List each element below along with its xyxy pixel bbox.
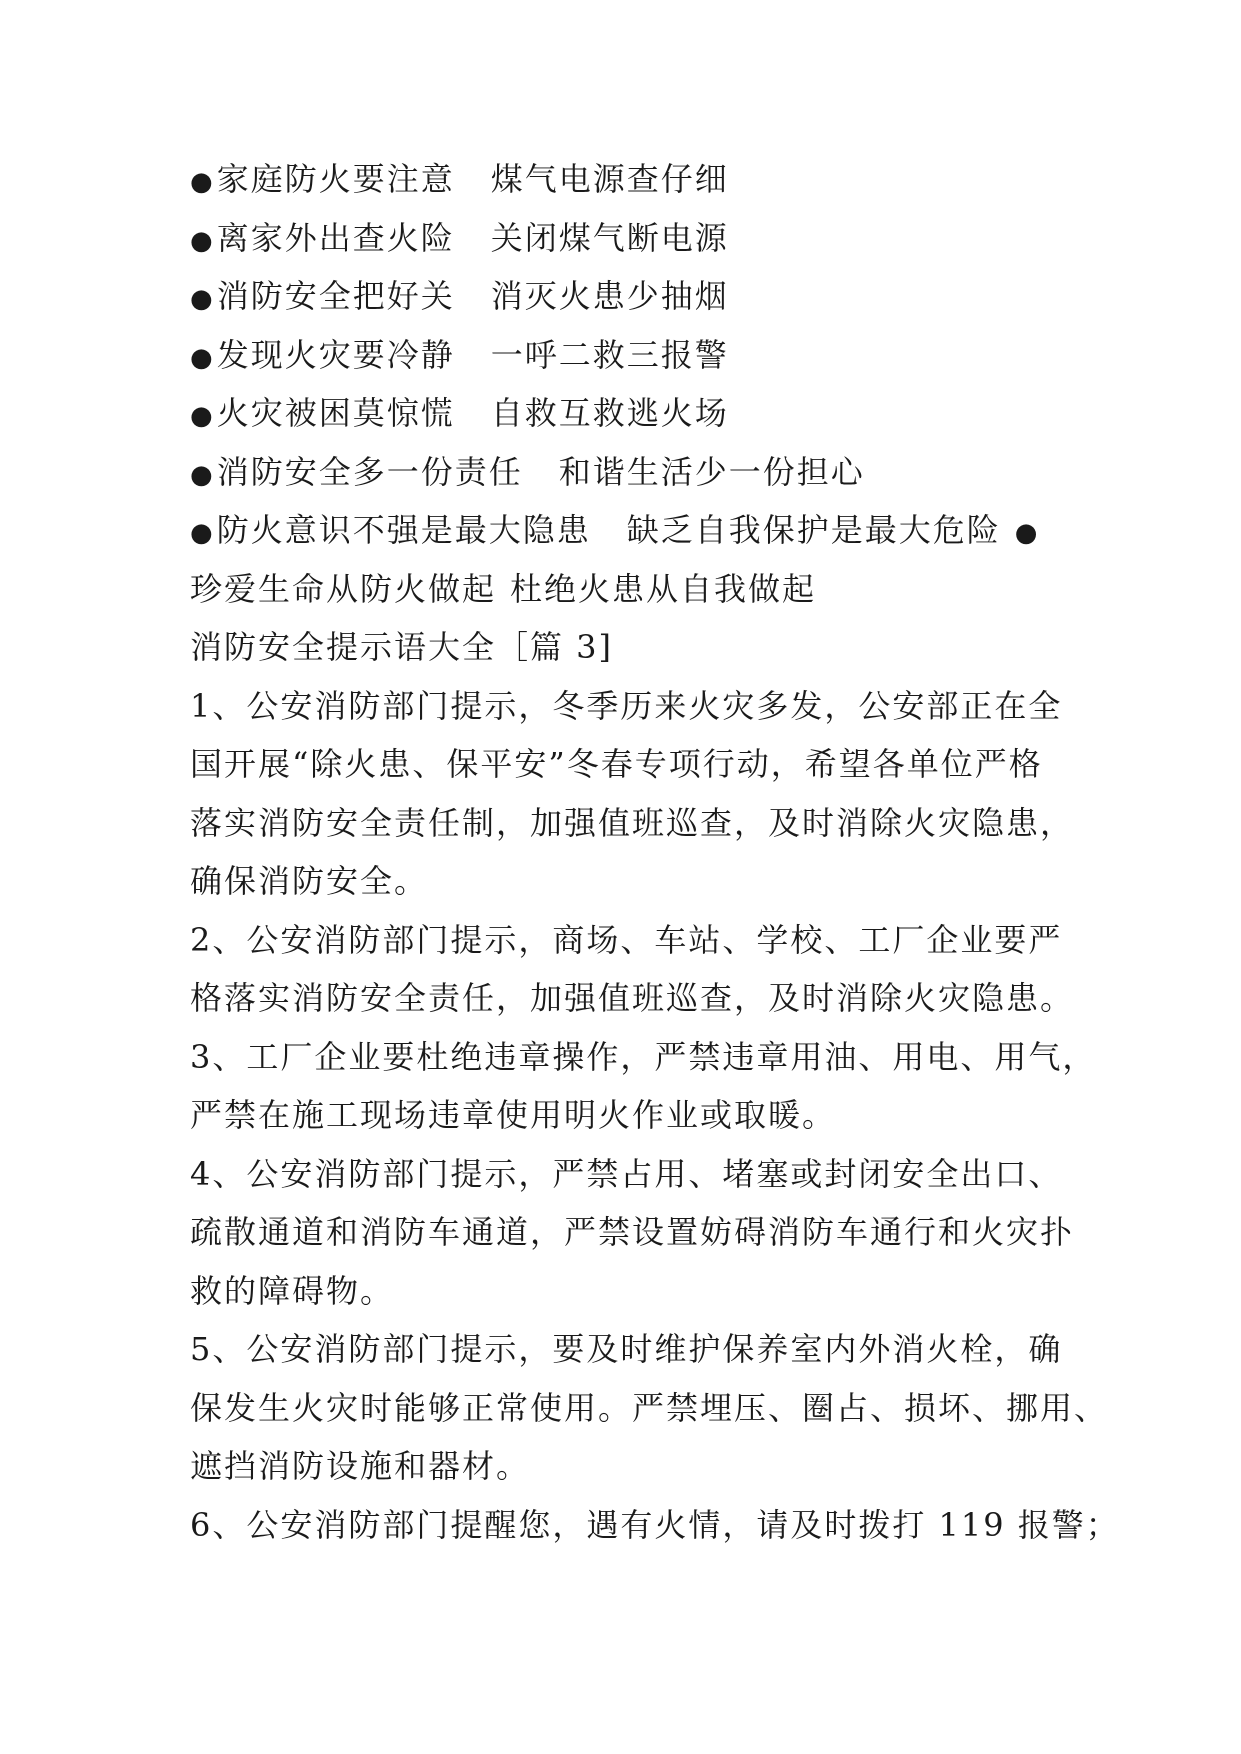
slogan-line bbox=[190, 267, 1070, 326]
slogan-part-b: 杜绝火患从自我做起 bbox=[510, 569, 817, 608]
slogan-part-a: 消防安全多一份责任 bbox=[216, 452, 523, 491]
bullet-icon: ● bbox=[1014, 518, 1040, 548]
slogan-part-b: 消灭火患少抽烟 bbox=[490, 277, 729, 315]
slogan-line bbox=[190, 560, 1070, 619]
slogan-part-b: 缺乏自我保护是最大危险 bbox=[626, 511, 1001, 549]
slogan-line bbox=[190, 501, 1070, 560]
section-title: 消防安全提示语大全［篇 3] bbox=[190, 628, 614, 666]
paragraph-line: 疏散通道和消防车通道，严禁设置妨碍消防车通行和火灾扑 bbox=[190, 1213, 1075, 1251]
paragraph-line: 3、工厂企业要杜绝违章操作，严禁违章用油、用电、用气， bbox=[190, 1037, 1097, 1076]
paragraph-line: 1、公安消防部门提示，冬季历来火灾多发，公安部正在全 bbox=[190, 686, 1063, 725]
slogan-part-b: 煤气电源查仔细 bbox=[490, 160, 729, 198]
paragraph-line: 确保消防安全。 bbox=[190, 862, 429, 900]
slogan-line bbox=[190, 384, 1070, 443]
paragraph-line: 2、公安消防部门提示，商场、车站、学校、工厂企业要严 bbox=[190, 920, 1063, 959]
bullet-icon: ● bbox=[190, 401, 215, 431]
paragraph-line: 保发生火灾时能够正常使用。严禁埋压、圈占、损坏、挪用、 bbox=[190, 1388, 1109, 1427]
bullet-icon: ● bbox=[190, 518, 215, 548]
paragraph-line: 6、公安消防部门提醒您，遇有火情，请及时拨打 119 报警； bbox=[190, 1505, 1120, 1544]
slogan-part-b: 和谐生活少一份担心 bbox=[558, 452, 865, 491]
slogan-line bbox=[190, 443, 1070, 502]
bullet-icon: ● bbox=[190, 459, 215, 490]
slogan-part-a: 火灾被困莫惊慌 bbox=[216, 394, 455, 432]
slogan-part-a: 消防安全把好关 bbox=[216, 277, 455, 315]
slogan-part-a: 珍爱生命从防火做起 bbox=[190, 569, 497, 608]
slogan-line bbox=[190, 326, 1070, 385]
document-body bbox=[190, 150, 1120, 1554]
paragraph-line: 救的障碍物。 bbox=[190, 1271, 395, 1310]
slogan-line bbox=[190, 150, 1070, 209]
paragraph-line: 格落实消防安全责任，加强值班巡查，及时消除火灾隐患。 bbox=[190, 979, 1075, 1017]
slogan-part-a: 发现火灾要冷静 bbox=[216, 335, 455, 374]
slogan-line bbox=[190, 209, 1070, 268]
paragraph-line: 落实消防安全责任制，加强值班巡查，及时消除火灾隐患， bbox=[190, 803, 1075, 842]
slogan-part-a: 防火意识不强是最大隐患 bbox=[216, 511, 591, 549]
bullet-icon: ● bbox=[190, 167, 215, 197]
paragraph-line: 4、公安消防部门提示，严禁占用、堵塞或封闭安全出口、 bbox=[190, 1154, 1063, 1193]
bullet-icon: ● bbox=[190, 284, 215, 314]
slogan-part-b: 关闭煤气断电源 bbox=[490, 218, 729, 257]
paragraph-line: 严禁在施工现场违章使用明火作业或取暖。 bbox=[190, 1096, 837, 1134]
bullet-icon: ● bbox=[190, 225, 215, 256]
slogan-part-b: 自救互救逃火场 bbox=[490, 394, 729, 432]
slogan-part-b: 一呼二救三报警 bbox=[490, 335, 729, 374]
bullet-icon: ● bbox=[190, 342, 215, 373]
slogan-part-a: 家庭防火要注意 bbox=[216, 160, 455, 198]
paragraph-line: 国开展“除火患、保平安”冬春专项行动，希望各单位严格 bbox=[190, 745, 1043, 783]
slogan-part-a: 离家外出查火险 bbox=[216, 218, 455, 257]
paragraph-line: 5、公安消防部门提示，要及时维护保养室内外消火栓，确 bbox=[190, 1330, 1063, 1368]
paragraph-line: 遮挡消防设施和器材。 bbox=[190, 1447, 531, 1485]
